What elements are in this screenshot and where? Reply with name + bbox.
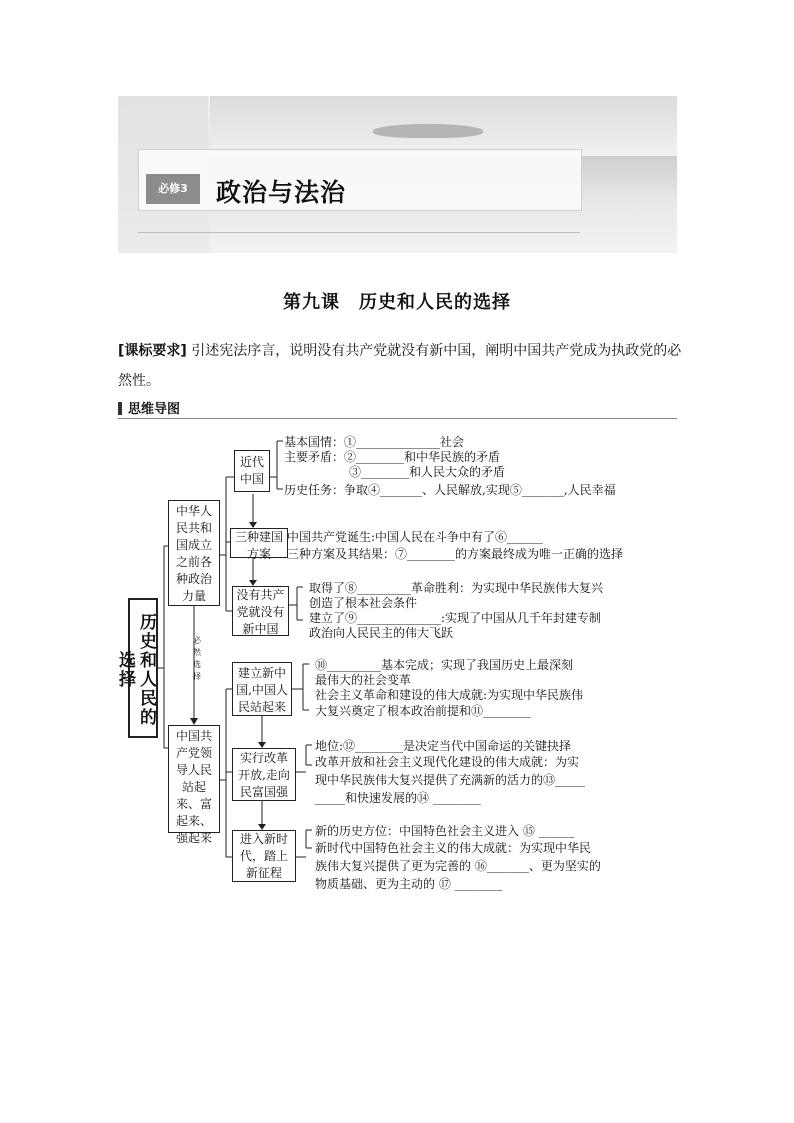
section-heading-text: 思维导图: [128, 402, 181, 417]
volume-badge: 必修3: [146, 174, 200, 204]
requirement-text: 引述宪法序言，说明没有共产党就没有新中国，阐明中国共产党成为执政党的必然性。: [118, 343, 682, 389]
requirement-tag: [课标要求]: [118, 343, 187, 359]
lesson-title: 第九课 历史和人民的选择: [283, 292, 511, 313]
new-era-line: 族伟大复兴提供了更为完善的 ⑯_______、更为坚实的: [315, 859, 601, 873]
branch-cpc-leadership: 中国共产党领导人民站起来、富起来、强起来: [168, 725, 220, 833]
node-three-plans: 三种建国方案: [230, 528, 288, 558]
node-founding: 建立新中国,中国人民站起来: [232, 662, 292, 716]
new-era-line: 新时代中国特色社会主义的伟大成就：为实现中华民: [315, 841, 592, 855]
reform-line: 改革开放和社会主义现代化建设的伟大成就：为实: [315, 755, 580, 769]
founding-line: ⑩_________基本完成；实现了我国历史上最深刻: [315, 658, 574, 672]
no-cpc-line: 建立了⑨______________:实现了中国从几千年封建专制: [309, 611, 602, 625]
connector-label: 必然选择: [193, 636, 201, 681]
modern-line: 基本国情：①______________社会: [284, 435, 465, 449]
founding-line: 大复兴奠定了根本政治前提和⑪________: [315, 704, 532, 718]
root-node: 历史和人民的选择: [128, 598, 158, 738]
reform-line: _____和快速发展的⑭ ________: [315, 791, 481, 805]
reform-line: 地位:⑫________是决定当代中国命运的关键抉择: [315, 739, 572, 753]
volume-title: 政治与法治: [216, 178, 347, 207]
reform-line: 现中华民族伟大复兴提供了充满新的活力的⑬_____: [315, 773, 586, 787]
node-new-era: 进入新时代，踏上新征程: [232, 830, 296, 882]
three-plans-line: 中国共产党诞生:中国人民在斗争中有了⑥______: [287, 530, 544, 544]
branch-before-founding: 中华人民共和国成立之前各种政治力量: [168, 500, 220, 606]
no-cpc-line: 取得了⑧_________革命胜利：为实现中华民族伟大复兴: [309, 581, 604, 595]
founding-line: 最伟大的社会变革: [315, 673, 412, 687]
three-plans-line: 三种方案及其结果：⑦________的方案最终成为唯一正确的选择: [287, 547, 624, 561]
new-era-line: 物质基础、更为主动的 ⑰ ________: [315, 877, 503, 891]
modern-line: 历史任务：争取④_______、人民解放,实现⑤_______,人民幸福: [284, 483, 616, 497]
node-modern-china: 近代中国: [234, 450, 270, 492]
node-reform: 实行改革开放,走向民富国强: [232, 748, 296, 801]
founding-line: 社会主义革命和建设的伟大成就:为实现中华民族伟: [315, 688, 584, 702]
no-cpc-line: 政治向人民民主的伟大飞跃: [309, 626, 454, 640]
no-cpc-line: 创造了根本社会条件: [309, 596, 418, 610]
modern-line: ③________和人民大众的矛盾: [349, 465, 506, 479]
modern-line: 主要矛盾：②________和中华民族的矛盾: [284, 450, 501, 464]
new-era-line: 新的历史方位：中国特色社会主义进入 ⑮ ______: [315, 824, 575, 838]
node-no-cpc-no-new-china: 没有共产党就没有新中国: [232, 586, 289, 636]
